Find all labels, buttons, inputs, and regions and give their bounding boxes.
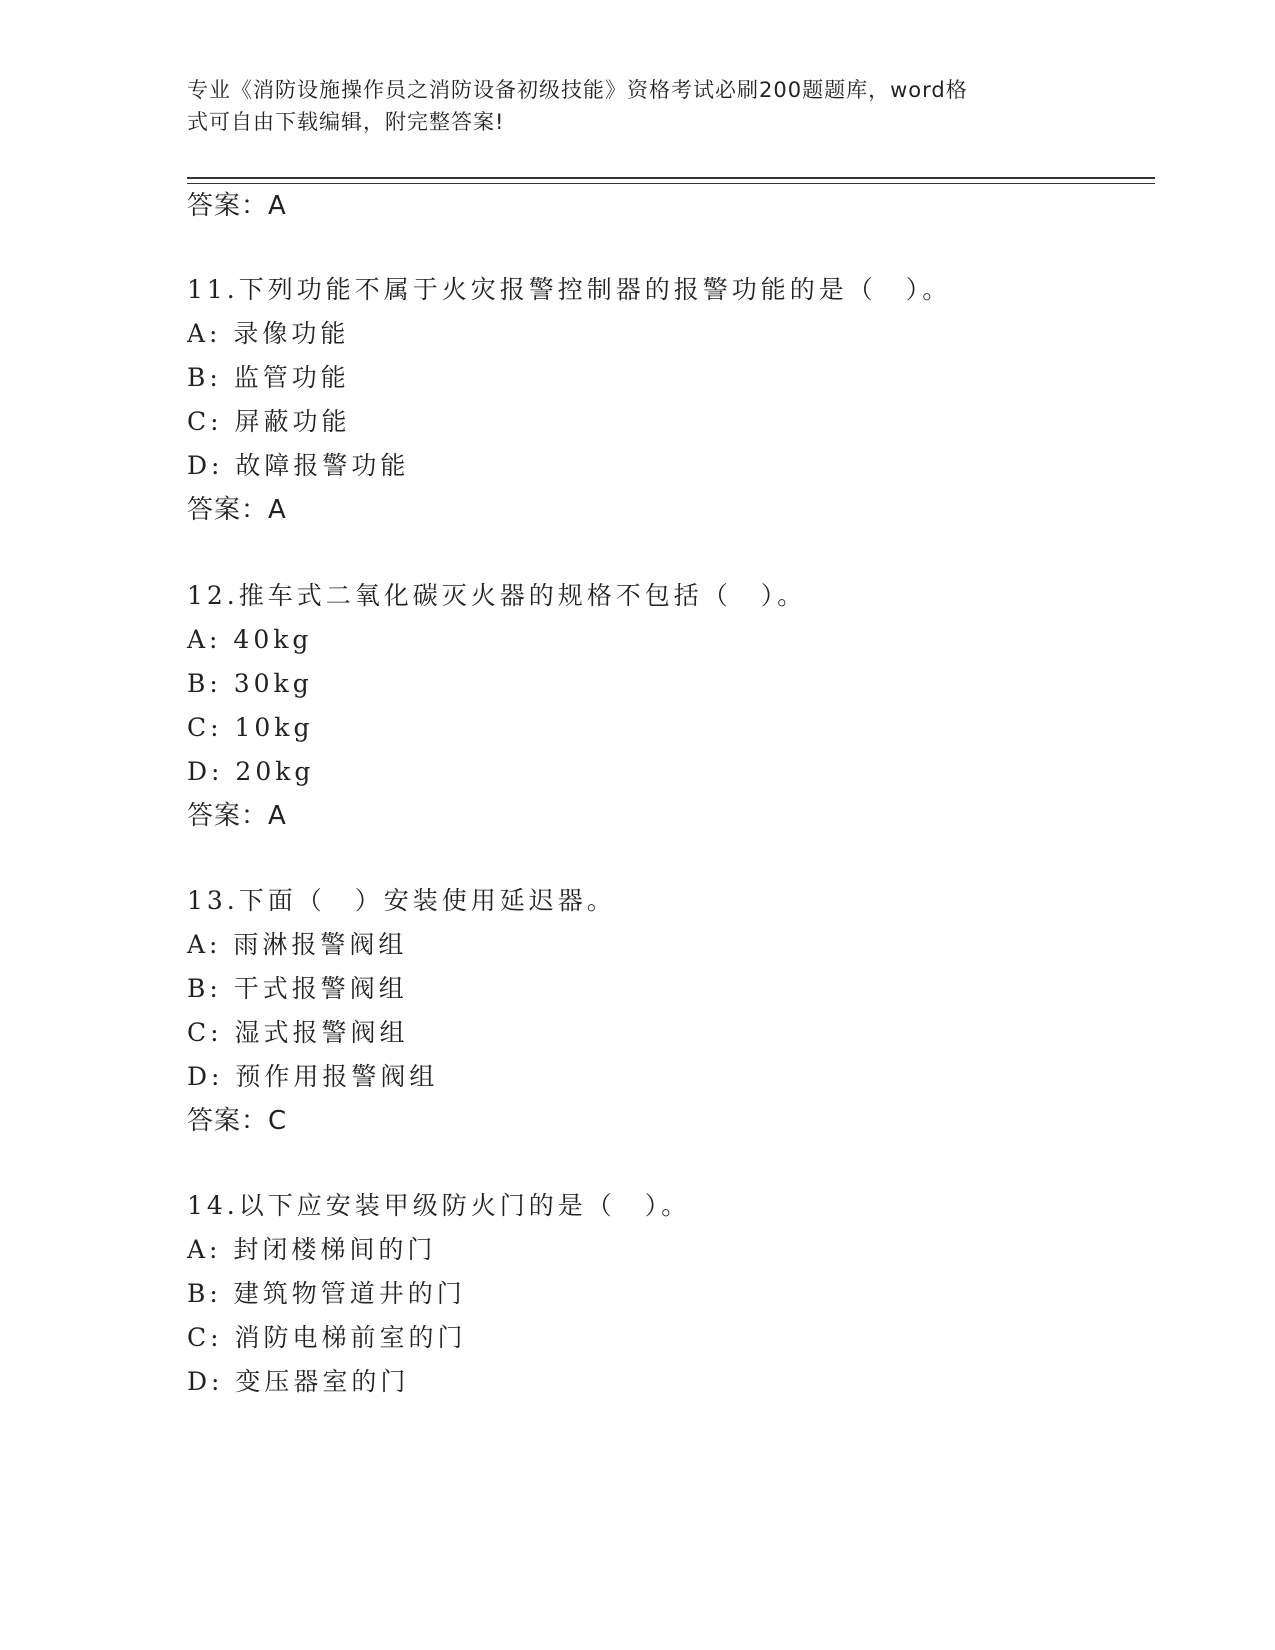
question-12-option-d: D: 20kg (187, 757, 315, 786)
question-11-option-a: A: 录像功能 (187, 319, 350, 348)
header-line-2: 式可自由下载编辑，附完整答案! (187, 110, 505, 134)
question-14-option-a: A: 封闭楼梯间的门 (187, 1235, 437, 1264)
question-13-option-c: C: 湿式报警阀组 (187, 1018, 409, 1047)
question-14-option-d: D: 变压器室的门 (187, 1367, 410, 1396)
question-13-option-d: D: 预作用报警阀组 (187, 1062, 439, 1091)
question-13-answer: 答案：C (187, 1106, 288, 1136)
question-11-option-c: C: 屏蔽功能 (187, 407, 351, 436)
question-14-option-b: B: 建筑物管道井的门 (187, 1279, 466, 1308)
question-12-option-b: B: 30kg (187, 669, 313, 698)
header-divider-thick (187, 177, 1155, 179)
question-12-stem: 12.推车式二氧化碳灭火器的规格不包括（ ）。 (187, 581, 807, 610)
question-12-answer: 答案：A (187, 801, 287, 831)
question-11-option-b: B: 监管功能 (187, 363, 350, 392)
question-14-option-c: C: 消防电梯前室的门 (187, 1323, 467, 1352)
page-header (187, 74, 1067, 138)
question-11-answer: 答案：A (187, 495, 287, 525)
header-line-1: 专业《消防设施操作员之消防设备初级技能》资格考试必刷200题题库，word格 (187, 78, 968, 102)
previous-answer: 答案：A (187, 191, 287, 221)
question-12-option-a: A: 40kg (187, 625, 313, 654)
question-13-option-b: B: 干式报警阀组 (187, 974, 408, 1003)
question-13-option-a: A: 雨淋报警阀组 (187, 930, 408, 959)
question-14-stem: 14.以下应安装甲级防火门的是（ ）。 (187, 1191, 691, 1220)
question-13-stem: 13.下面（ ）安装使用延迟器。 (187, 886, 616, 915)
question-11-stem: 11.下列功能不属于火灾报警控制器的报警功能的是（ ）。 (187, 275, 952, 304)
question-12-option-c: C: 10kg (187, 713, 314, 742)
question-11-option-d: D: 故障报警功能 (187, 451, 410, 480)
header-divider-thin (187, 183, 1155, 184)
